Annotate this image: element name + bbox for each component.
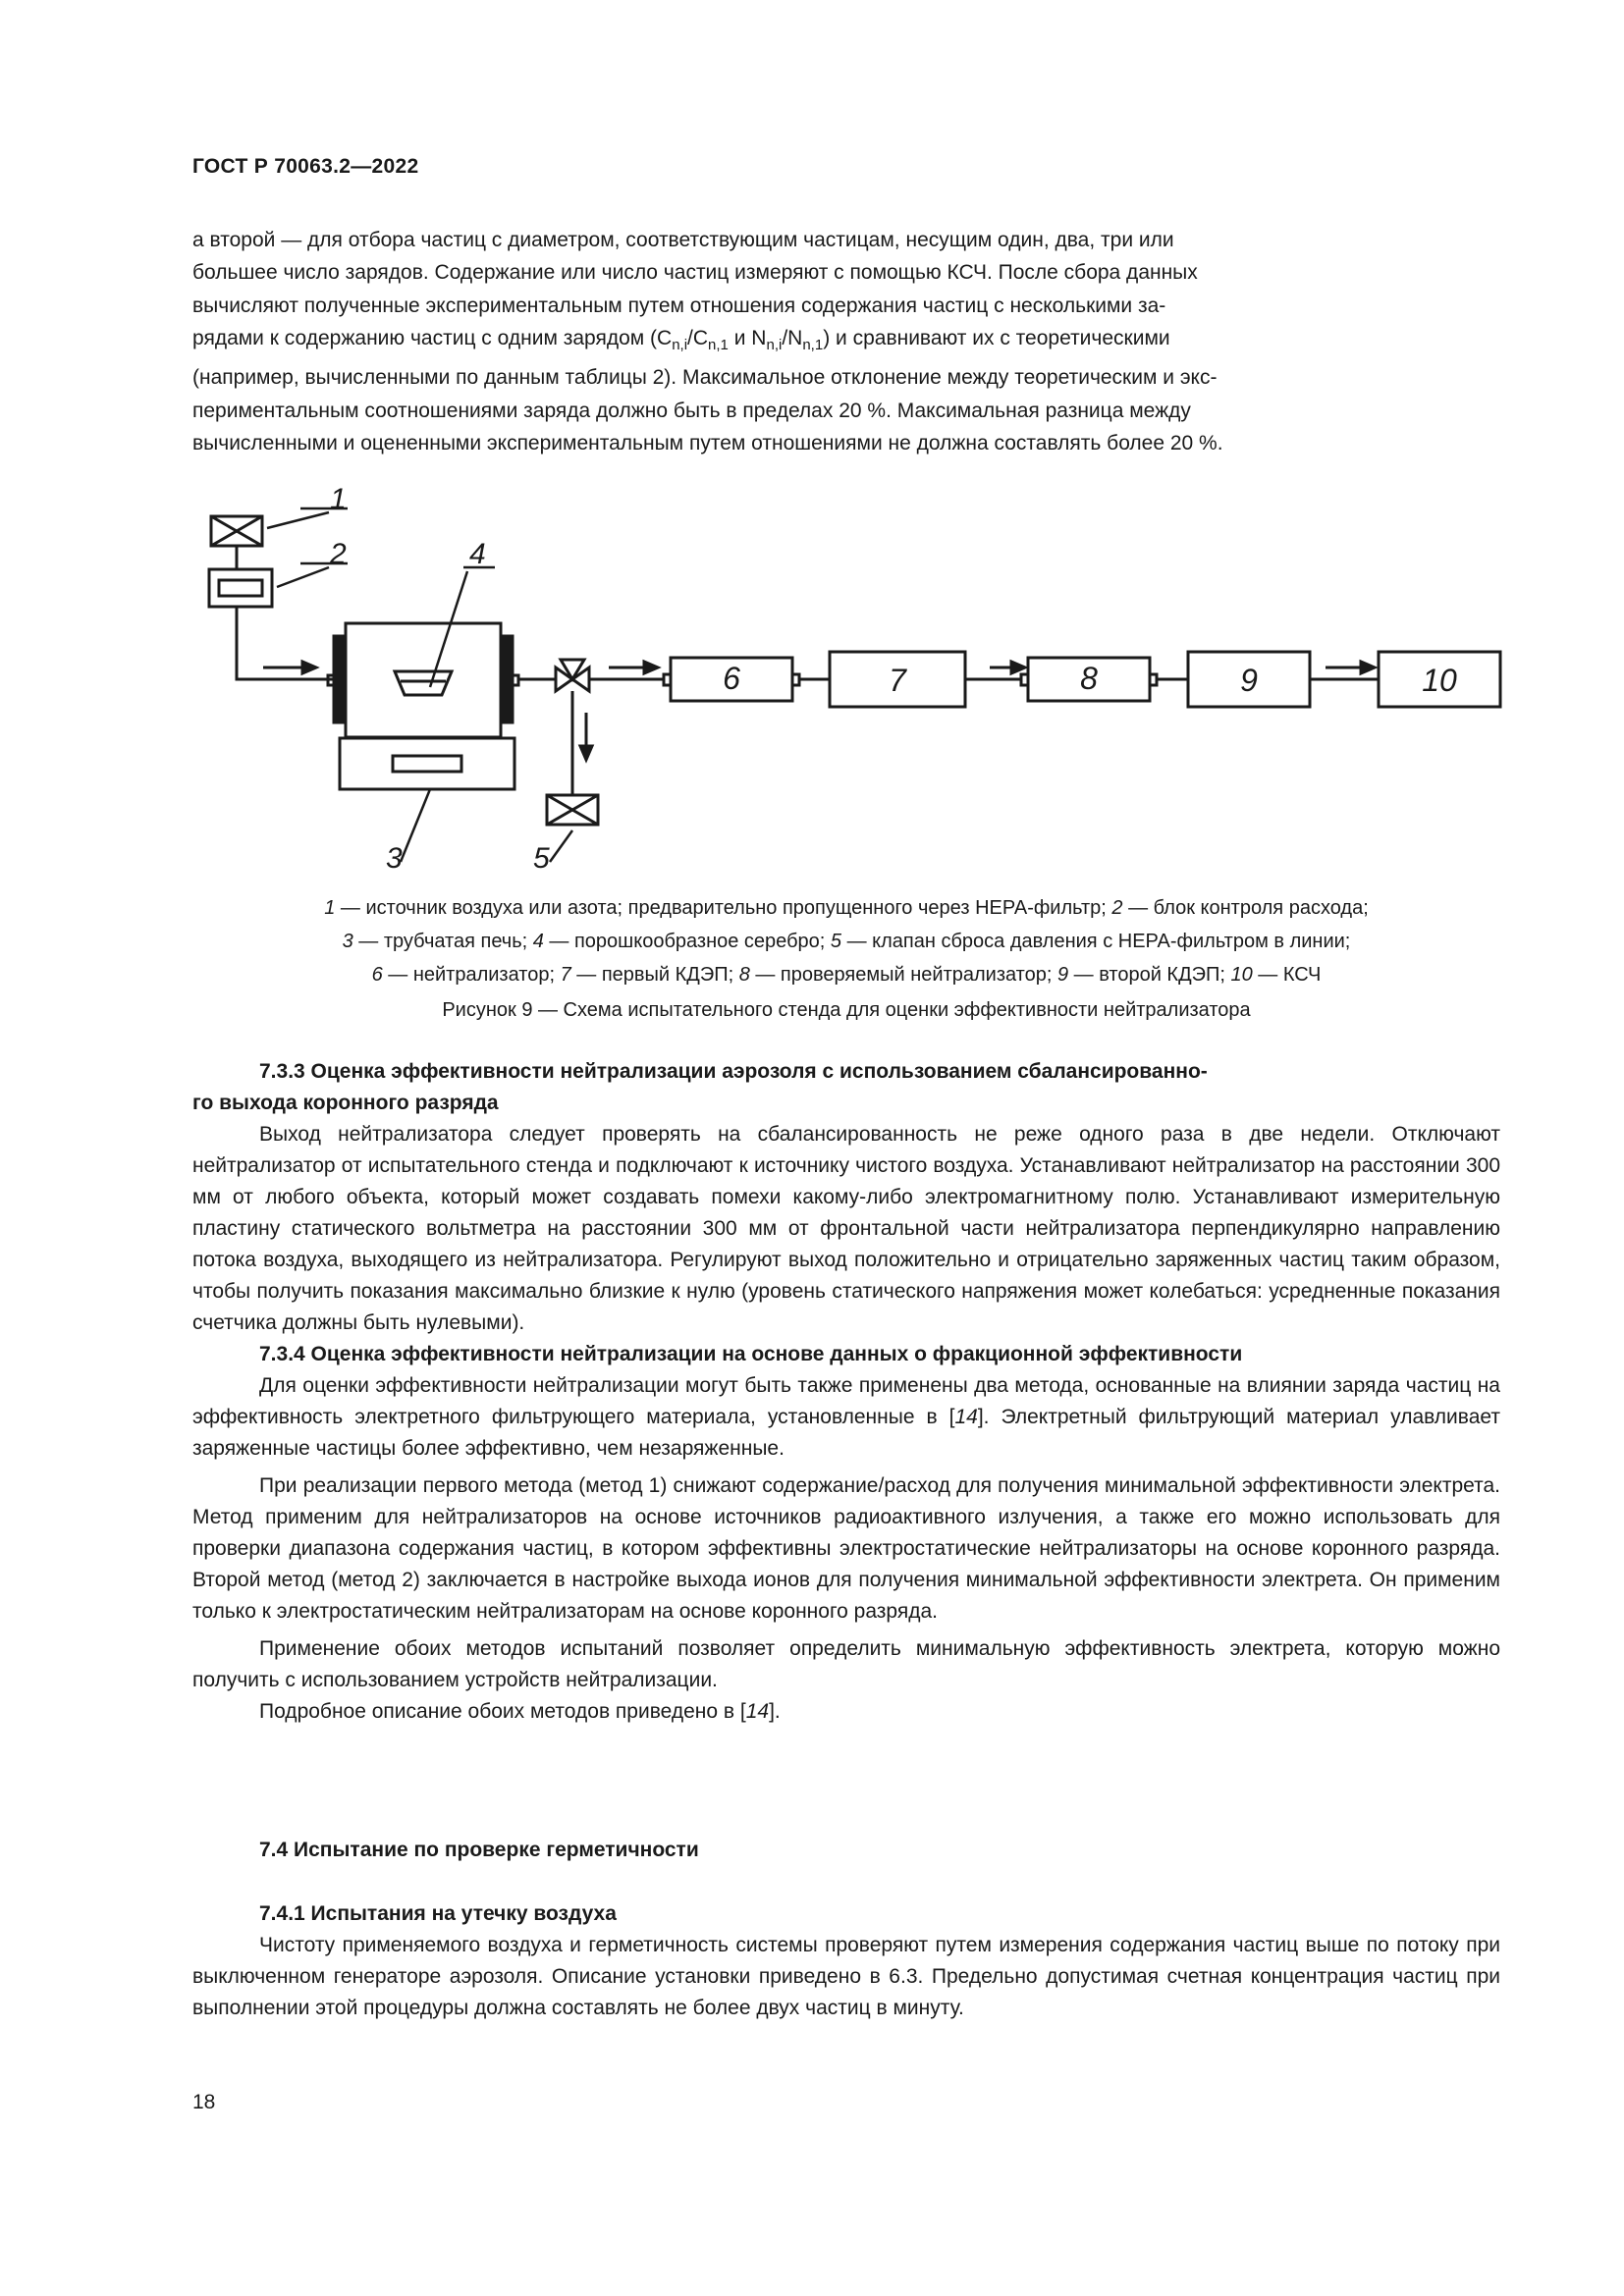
section-paragraph: При реализации первого метода (метод 1) снижают содержание/расход для получения минимальной эффективности электрета. Метод применим для нейтрализаторов на основе источников радиоактивного излучения, а также его можно использовать для проверки диапазона содержания частиц, в котором эффективны электростатические нейтрализаторы на основе коронного разряда. Второй метод (метод 2) заключается в настройке выхода ионов для получения минимальной эффективности электрета. Он применим только к электростатическим нейтрализаторам на основе коронного разряда. [192,1474,1500,1623]
figure-label-1: 1 [330,483,347,515]
legend-line-2: 3 — трубчатая печь; 4 — порошкообразное серебро; 5 — клапан сброса давления с НЕРА-фильтром в линии; [342,931,1351,952]
figure-label-2: 2 [330,538,347,570]
figure-legend [192,891,1500,991]
intro-line: большее число зарядов. Содержание или число частиц измеряют с помощью КСЧ. После сбора данных [192,261,1198,285]
furnace-left-cap [334,636,346,722]
page-number: 18 [192,2091,216,2113]
legend-line-3: 6 — нейтрализатор; 7 — первый КДЭП; 8 — проверяемый нейтрализатор; 9 — второй КДЭП; 10 — КСЧ [371,964,1322,986]
figure-label-8: 8 [1080,661,1098,696]
intro-line: а второй — для отбора частиц с диаметром, соответствующим частицам, несущим один, два, три или [192,229,1174,251]
figure-label-3: 3 [386,842,403,875]
section-heading: 7.4.1 Испытания на утечку воздуха [259,1902,617,1925]
intro-line-formula: рядами к содержанию частиц с одним зарядом ($C_{n,i}/C_{n,1}$ и $N_{n,i}/N_{n,1}$) и сравнивают их с теоретическими [192,326,1170,354]
section-paragraph: Выход нейтрализатора следует проверять на сбалансированность не реже одного раза в две недели. Отключают нейтрализатор от испытательного стенда и подключают к источнику чистого воздуха. Устанавливают нейтрализатор на расстоянии 300 мм от любого объекта, который может создавать помехи какому-либо электромагнитному полю. Устанавливают измерительную пластину статического вольтметра на расстоянии 300 мм от фронтальной части нейтрализатора перпендикулярно направлению потока воздуха, выходящего из нейтрализатора. Регулируют выход положительно и отрицательно заряженных частиц таким образом, чтобы получить показания максимально близкие к нулю (уровень статического напряжения может колебаться: усредненные показания счетчика должны быть нулевыми). [192,1123,1500,1334]
figure-caption: Рисунок 9 — Схема испытательного стенда для оценки эффективности нейтрализатора [442,999,1251,1021]
intro-line: периментальным соотношениями заряда должно быть в пределах 20 %. Максимальная разница между [192,399,1191,422]
intro-line: (например, вычисленными по данным таблицы 2). Максимальное отклонение между теоретическим и экс- [192,366,1218,390]
silver-boat-symbol [395,671,452,695]
figure-label-4: 4 [469,538,486,570]
figure-label-7: 7 [889,663,906,698]
intro-line: вычисленными и оцененными экспериментальным путем отношениями не должна составлять более 20 %. [192,431,1223,454]
figure-label-5: 5 [533,842,550,875]
legend-line-1: 1 — источник воздуха или азота; предварительно пропущенного через НЕРА-фильтр; 2 — блок контроля расхода; [324,897,1369,919]
section-7-4 [192,1834,1500,1866]
section-heading: 7.4 Испытание по проверке герметичности [259,1839,699,1861]
furnace-right-cap [501,636,513,722]
section-heading: 7.3.3 Оценка эффективности нейтрализации аэрозоля с использованием сбалансированно- [259,1060,1208,1083]
section-7-3-3 [192,1056,1500,1728]
section-heading-cont: го выхода коронного разряда [192,1092,499,1114]
figure-label-6: 6 [723,661,740,696]
section-paragraph: Применение обоих методов испытаний позволяет определить минимальную эффективность электрета, которую можно получить с использованием устройств нейтрализации. [192,1637,1500,1691]
figure-label-9: 9 [1240,663,1258,698]
section-paragraph: Чистоту применяемого воздуха и герметичность системы проверяют путем измерения содержания частиц выше по потоку при выключенном генераторе аэрозоля. Описание установки приведено в 6.3. Предельно допустимая счетная концентрация частиц при выполнении этой процедуры должна составлять не более двух частиц в минуту. [192,1934,1500,2019]
figure-label-10: 10 [1422,663,1457,698]
intro-line: вычисляют полученные экспериментальным путем отношения содержания частиц с несколькими за- [192,294,1166,317]
section-7-4-1 [192,1898,1500,2024]
document-header: ГОСТ Р 70063.2—2022 [192,155,419,178]
section-paragraph: Для оценки эффективности нейтрализации могут быть также применены два метода, основанные на влиянии заряда частиц на эффективность электретного фильтрующего материала, установленные в [14]. Электретный фильтрующий материал улавливает заряженные частицы более эффективно, чем незаряженные. [192,1374,1500,1460]
section-7-3-4-heading: 7.3.4 Оценка эффективности нейтрализации на основе данных о фракционной эффективности [259,1343,1243,1365]
section-paragraph: Подробное описание обоих методов приведено в [14]. [259,1700,781,1723]
